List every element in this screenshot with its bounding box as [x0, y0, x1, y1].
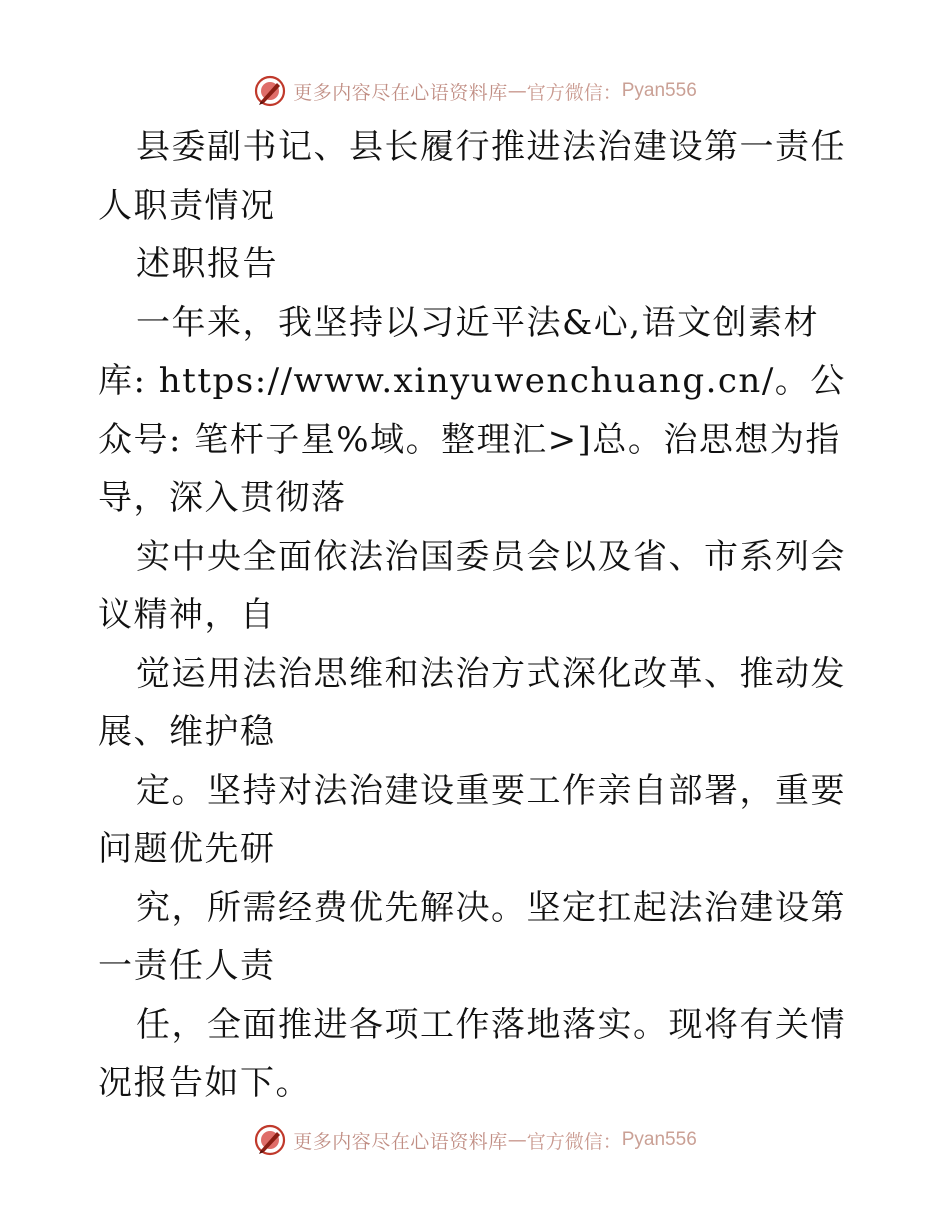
watermark-wechat-label: 官方微信： [526, 1130, 622, 1153]
watermark-site-text: 更多内容尽在心语资料库 [293, 81, 508, 104]
document-subtitle-line: 述职报告 [136, 244, 278, 284]
document-paragraph: 定。坚持对法治建设重要工作亲自部署，重要问题优先研 [98, 770, 846, 869]
document-paragraph: 实中央全面依法治国委员会以及省、市系列会议精神，自 [98, 536, 846, 635]
document-paragraph: 觉运用法治思维和法治方式深化改革、推动发展、维护稳 [98, 653, 846, 752]
watermark-site-text: 更多内容尽在心语资料库 [293, 1130, 508, 1153]
document-paragraph: 任，全面推进各项工作落地落实。现将有关情况报告如下。 [98, 1004, 846, 1103]
watermark-separator: — [507, 80, 527, 102]
document-title-line: 县委副书记、县长履行推进法治建设第一责任人职责情况 [98, 127, 846, 226]
document-paragraph: 究，所需经费优先解决。坚定扛起法治建设第一责任人责 [98, 887, 846, 986]
footer-watermark [0, 1120, 950, 1160]
pen-logo-icon [253, 74, 287, 108]
watermark-wechat-label: 官方微信： [526, 81, 622, 104]
watermark-wechat-id: Pyan556 [621, 1129, 697, 1150]
pen-logo-icon [253, 1123, 287, 1157]
watermark-wechat-id: Pyan556 [621, 80, 697, 101]
document-body [98, 118, 858, 1113]
document-paragraph: 一年来，我坚持以习近平法&心,语文创素材库: https://www.xinyuwenchuang.cn/。公众号: 笔杆子星%域。整理汇>]总。治思想为指导，深入贯彻落 [98, 302, 846, 518]
header-watermark [0, 71, 950, 111]
watermark-separator: — [507, 1129, 527, 1151]
